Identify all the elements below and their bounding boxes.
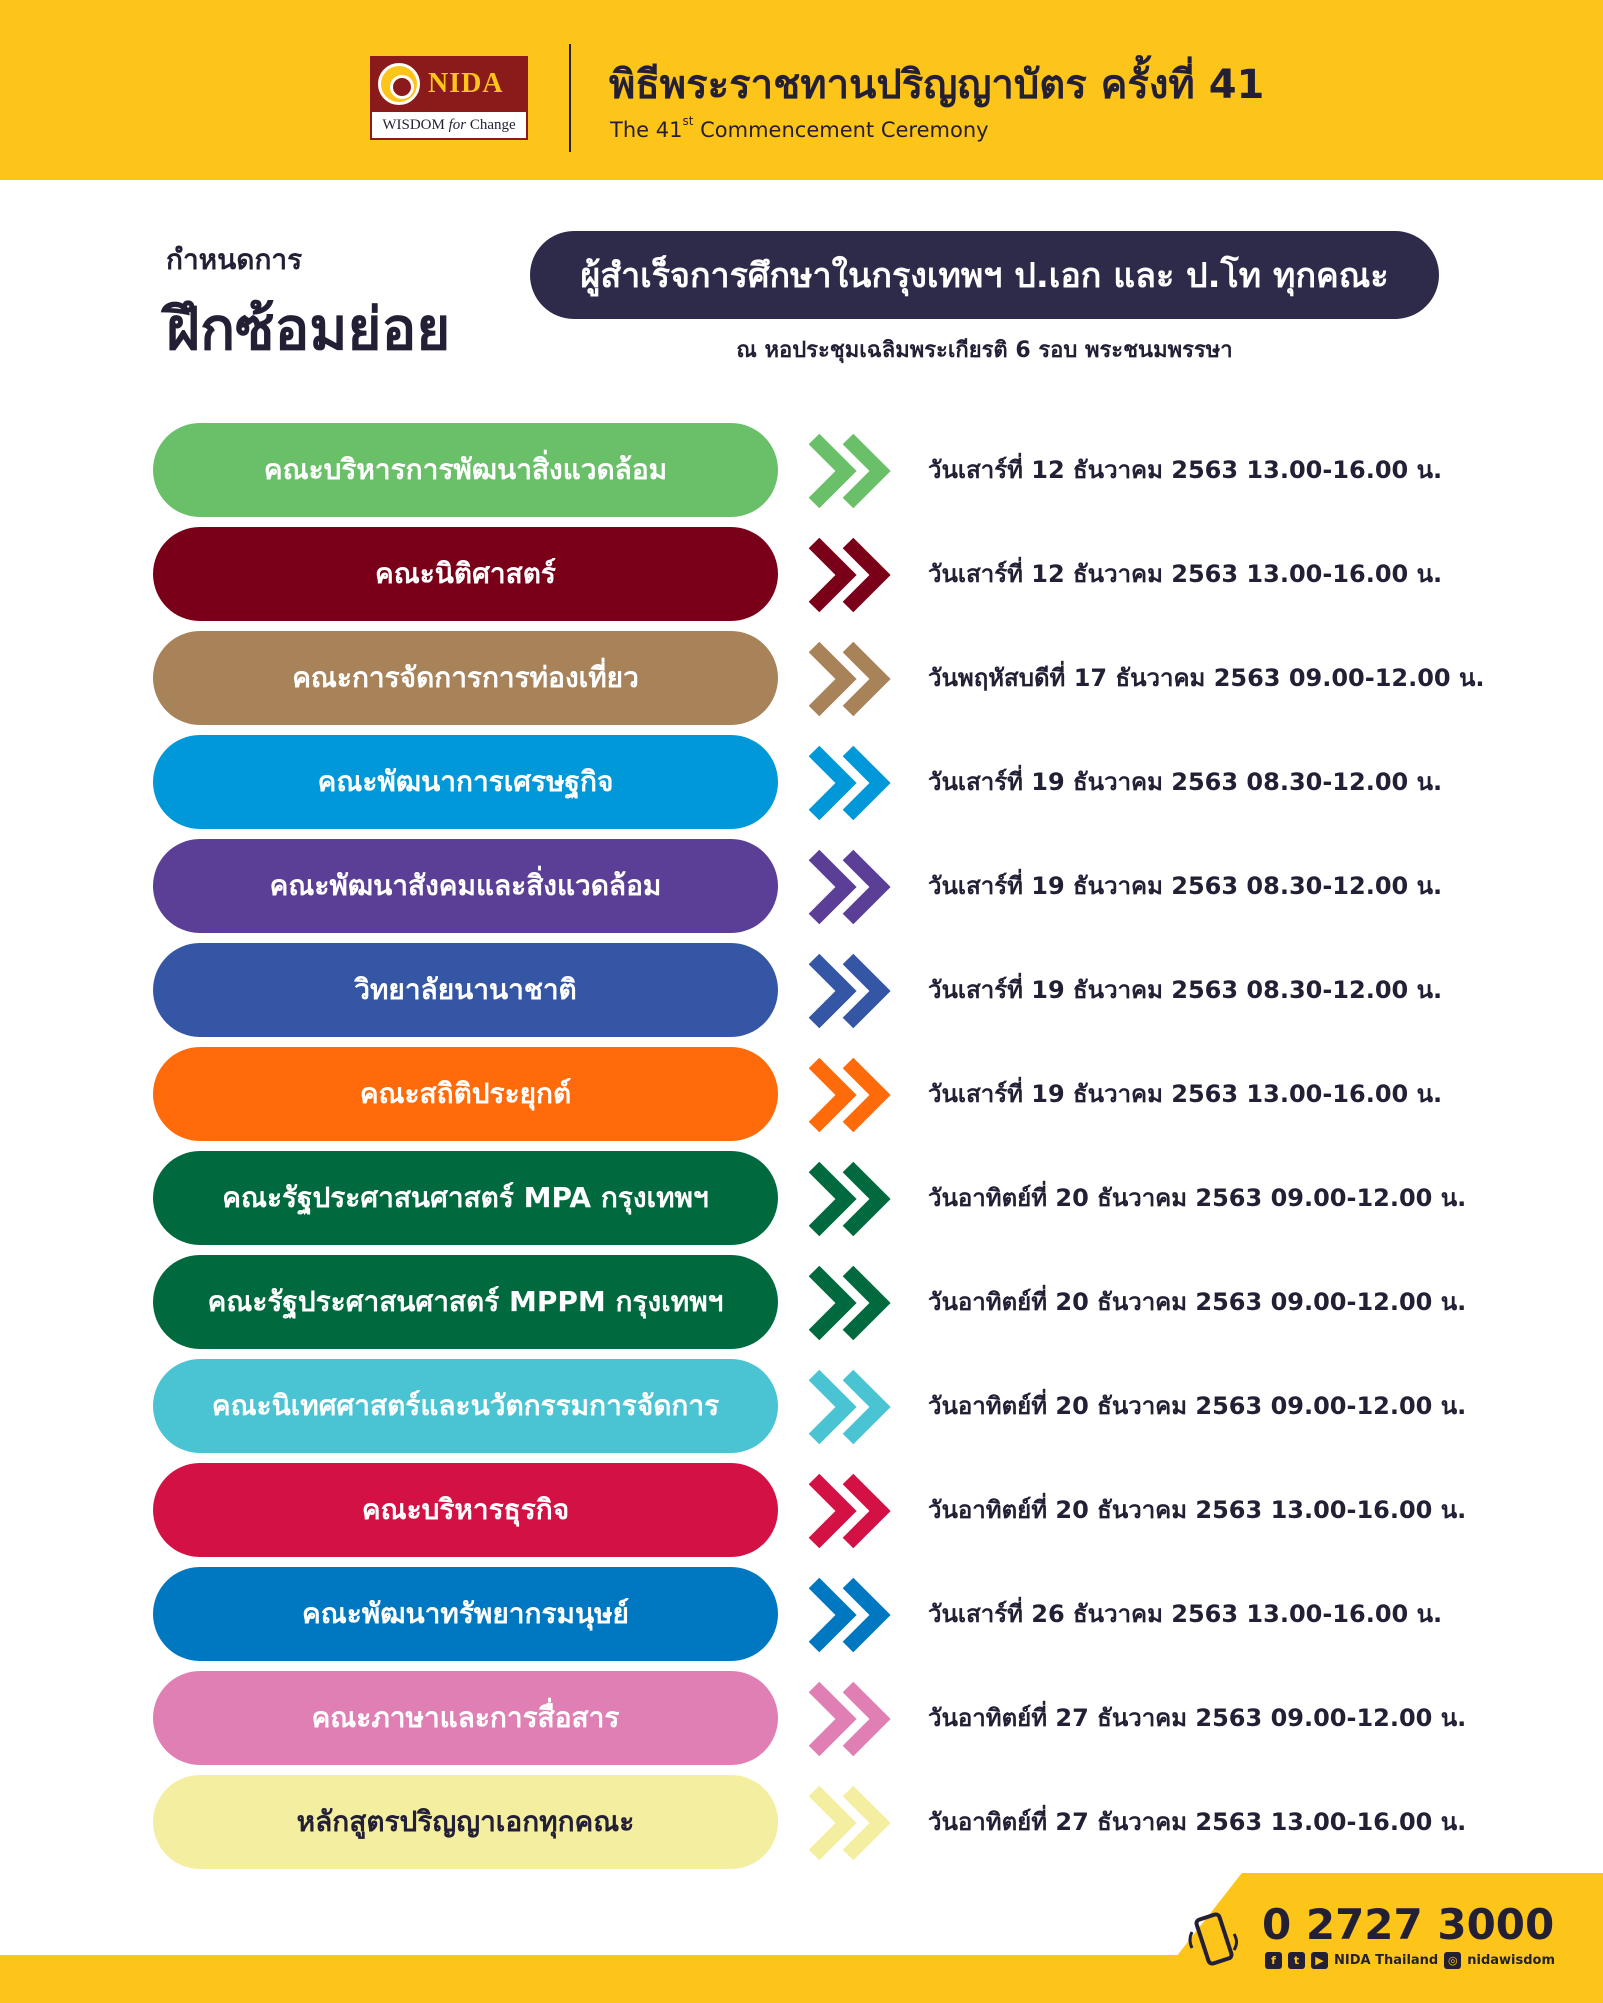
double-chevron-right-icon: [808, 433, 898, 509]
rehearsal-date: วันอาทิตย์ที่ 20 ธันวาคม 2563 13.00-16.00 น.: [928, 1496, 1467, 1524]
chevron-right-icon: [814, 855, 846, 919]
logo-tagline-wisdom: WISDOM: [382, 116, 445, 133]
double-chevron-right-icon: [808, 1161, 898, 1237]
schedule-row: [0, 1151, 1603, 1245]
faculty-pill: หลักสูตรปริญญาเอกทุกคณะ: [153, 1775, 778, 1869]
chevron-right-icon: [814, 1479, 846, 1543]
subtitle-prefix: The 41: [610, 118, 683, 142]
faculty-pill: วิทยาลัยนานาชาติ: [153, 943, 778, 1037]
schedule-row: [0, 1359, 1603, 1453]
logo-tagline: [372, 110, 526, 138]
schedule-row: [0, 943, 1603, 1037]
chevron-right-icon: [814, 1687, 846, 1751]
chevron-right-icon: [814, 751, 846, 815]
instagram-handle[interactable]: nidawisdom: [1467, 1953, 1556, 1968]
phone-icon: [1188, 1910, 1240, 1972]
header-divider: [569, 44, 571, 152]
chevron-right-icon: [814, 439, 846, 503]
graduates-banner: ผู้สำเร็จการศึกษาในกรุงเทพฯ ป.เอก และ ป.โท ทุกคณะ: [530, 231, 1439, 319]
faculty-pill: คณะภาษาและการสื่อสาร: [153, 1671, 778, 1765]
rehearsal-date: วันอาทิตย์ที่ 20 ธันวาคม 2563 09.00-12.00 น.: [928, 1184, 1467, 1212]
instagram-icon[interactable]: ◎: [1444, 1952, 1461, 1969]
schedule-row: [0, 1775, 1603, 1869]
logo-tagline-change: Change: [469, 116, 516, 133]
chevron-right-icon: [814, 1375, 846, 1439]
schedule-row: [0, 1671, 1603, 1765]
faculty-pill: คณะรัฐประศาสนศาสตร์ MPPM กรุงเทพฯ: [153, 1255, 778, 1349]
faculty-pill: คณะนิติศาสตร์: [153, 527, 778, 621]
double-chevron-right-icon: [808, 641, 898, 717]
faculty-pill: คณะบริหารธุรกิจ: [153, 1463, 778, 1557]
chevron-right-icon: [814, 1583, 846, 1647]
twitter-icon[interactable]: t: [1288, 1952, 1305, 1969]
nida-seal-icon: [378, 63, 420, 105]
chevron-right-icon: [814, 1167, 846, 1231]
rehearsal-date: วันอาทิตย์ที่ 27 ธันวาคม 2563 09.00-12.00 น.: [928, 1704, 1467, 1732]
chevron-right-icon: [814, 1063, 846, 1127]
schedule-row: [0, 423, 1603, 517]
rehearsal-date: วันเสาร์ที่ 26 ธันวาคม 2563 13.00-16.00 น.: [928, 1600, 1443, 1628]
logo-name: NIDA: [428, 68, 504, 99]
chevron-right-icon: [814, 543, 846, 607]
faculty-pill: คณะบริหารการพัฒนาสิ่งแวดล้อม: [153, 423, 778, 517]
rehearsal-date: วันอาทิตย์ที่ 20 ธันวาคม 2563 09.00-12.00 น.: [928, 1288, 1467, 1316]
double-chevron-right-icon: [808, 537, 898, 613]
facebook-icon[interactable]: f: [1265, 1952, 1282, 1969]
schedule-row: [0, 839, 1603, 933]
double-chevron-right-icon: [808, 1681, 898, 1757]
subtitle-ordinal: st: [682, 114, 694, 128]
ceremony-subtitle: [610, 114, 989, 142]
rehearsal-date: วันพฤหัสบดีที่ 17 ธันวาคม 2563 09.00-12.00 น.: [928, 664, 1485, 692]
rehearsal-heading: ฝึกซ้อมย่อย: [166, 295, 451, 363]
schedule-row: [0, 1047, 1603, 1141]
faculty-pill: คณะนิเทศศาสตร์และนวัตกรรมการจัดการ: [153, 1359, 778, 1453]
double-chevron-right-icon: [808, 1473, 898, 1549]
chevron-right-icon: [814, 647, 846, 711]
faculty-pill: คณะสถิติประยุกต์: [153, 1047, 778, 1141]
faculty-pill: คณะพัฒนาสังคมและสิ่งแวดล้อม: [153, 839, 778, 933]
rehearsal-date: วันเสาร์ที่ 19 ธันวาคม 2563 08.30-12.00 น.: [928, 872, 1443, 900]
double-chevron-right-icon: [808, 1577, 898, 1653]
chevron-right-icon: [814, 1271, 846, 1335]
double-chevron-right-icon: [808, 745, 898, 821]
ceremony-title: พิธีพระราชทานปริญญาบัตร ครั้งที่ 41: [609, 62, 1265, 108]
schedule-row: [0, 527, 1603, 621]
rehearsal-date: วันอาทิตย์ที่ 27 ธันวาคม 2563 13.00-16.00 น.: [928, 1808, 1467, 1836]
youtube-icon[interactable]: ▶: [1311, 1952, 1328, 1969]
rehearsal-date: วันเสาร์ที่ 12 ธันวาคม 2563 13.00-16.00 น.: [928, 456, 1443, 484]
rehearsal-date: วันอาทิตย์ที่ 20 ธันวาคม 2563 09.00-12.00 น.: [928, 1392, 1467, 1420]
schedule-row: [0, 1255, 1603, 1349]
facebook-page-name[interactable]: NIDA Thailand: [1334, 1953, 1439, 1968]
rehearsal-date: วันเสาร์ที่ 19 ธันวาคม 2563 08.30-12.00 น.: [928, 768, 1443, 796]
social-links: [1265, 1952, 1555, 1969]
double-chevron-right-icon: [808, 1057, 898, 1133]
rehearsal-date: วันเสาร์ที่ 19 ธันวาคม 2563 08.30-12.00 น.: [928, 976, 1443, 1004]
schedule-row: [0, 1463, 1603, 1557]
rehearsal-date: วันเสาร์ที่ 12 ธันวาคม 2563 13.00-16.00 น.: [928, 560, 1443, 588]
schedule-label: กำหนดการ: [166, 243, 303, 276]
double-chevron-right-icon: [808, 1785, 898, 1861]
faculty-pill: คณะรัฐประศาสนศาสตร์ MPA กรุงเทพฯ: [153, 1151, 778, 1245]
double-chevron-right-icon: [808, 849, 898, 925]
schedule-row: [0, 735, 1603, 829]
double-chevron-right-icon: [808, 1265, 898, 1341]
subtitle-suffix: Commencement Ceremony: [700, 118, 989, 142]
phone-number[interactable]: 0 2727 3000: [1262, 1900, 1555, 1949]
double-chevron-right-icon: [808, 1369, 898, 1445]
venue-text: ณ หอประชุมเฉลิมพระเกียรติ 6 รอบ พระชนมพรรษา: [736, 338, 1233, 363]
chevron-right-icon: [814, 1791, 846, 1855]
faculty-pill: คณะพัฒนาการเศรษฐกิจ: [153, 735, 778, 829]
faculty-pill: คณะการจัดการการท่องเที่ยว: [153, 631, 778, 725]
double-chevron-right-icon: [808, 953, 898, 1029]
faculty-pill: คณะพัฒนาทรัพยากรมนุษย์: [153, 1567, 778, 1661]
nida-logo: [370, 56, 528, 140]
schedule-row: [0, 1567, 1603, 1661]
chevron-right-icon: [814, 959, 846, 1023]
schedule-row: [0, 631, 1603, 725]
logo-tagline-for: for: [448, 116, 467, 133]
rehearsal-date: วันเสาร์ที่ 19 ธันวาคม 2563 13.00-16.00 น.: [928, 1080, 1443, 1108]
